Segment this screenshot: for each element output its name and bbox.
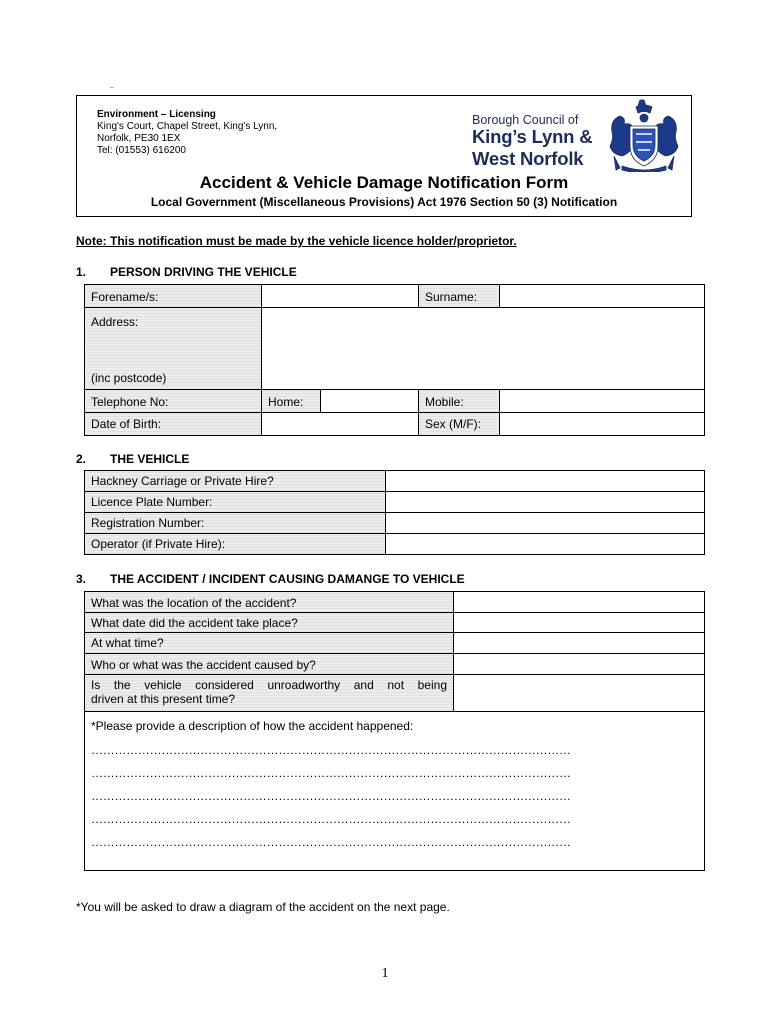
accident-location-text: What was the location of the accident?: [91, 596, 297, 610]
accident-cause-label: [84, 653, 454, 675]
registration-field[interactable]: [385, 512, 705, 534]
sex-field[interactable]: [499, 412, 705, 436]
licence-holder-note: Note: This notification must be made by the vehicle licence holder/proprietor.: [76, 234, 517, 248]
org-contact-info: [97, 109, 277, 157]
logo-line-2: West Norfolk: [472, 148, 584, 169]
sex-label: [418, 412, 500, 436]
operator-text: Operator (if Private Hire):: [91, 537, 226, 551]
logo-line-1: King’s Lynn &: [472, 126, 593, 147]
description-line-3[interactable]: ……………………………………………………………………………………………………………: [91, 789, 571, 803]
licence-plate-text: Licence Plate Number:: [91, 495, 213, 509]
address-line-1: King's Court, Chapel Street, King's Lynn,: [97, 121, 278, 132]
section-3-number: 3.: [76, 572, 87, 586]
accident-date-label: [84, 612, 454, 633]
accident-date-field[interactable]: [453, 612, 705, 633]
description-line-2[interactable]: ……………………………………………………………………………………………………………: [91, 766, 571, 780]
description-line-5[interactable]: ……………………………………………………………………………………………………………: [91, 835, 571, 849]
form-title: Accident & Vehicle Damage Notification Form: [199, 173, 569, 192]
accident-location-label: [84, 591, 454, 613]
logo-small-text: Borough Council of: [472, 113, 579, 127]
unroadworthy-label: [84, 674, 454, 712]
forename-field[interactable]: [261, 284, 419, 308]
surname-label-text: Surname:: [425, 290, 478, 304]
operator-field[interactable]: [385, 533, 705, 555]
surname-field[interactable]: [499, 284, 705, 308]
address-field[interactable]: [261, 307, 705, 390]
form-header: [76, 95, 692, 217]
operator-label: [84, 533, 386, 555]
registration-text: Registration Number:: [91, 516, 205, 530]
sex-label-text: Sex (M/F):: [425, 417, 481, 431]
mobile-label-text: Mobile:: [425, 395, 464, 409]
section-2-number: 2.: [76, 452, 87, 466]
hackney-or-private-field[interactable]: [385, 470, 705, 492]
accident-time-text: At what time?: [91, 636, 164, 650]
hackney-or-private-text: Hackney Carriage or Private Hire?: [91, 474, 274, 488]
telephone-label: [84, 389, 262, 413]
address-label-text: Address:: [91, 315, 139, 329]
page-number: 1: [381, 966, 389, 981]
home-phone-label-text: Home:: [268, 395, 304, 409]
section-2-title: THE VEHICLE: [110, 452, 190, 466]
registration-label: [84, 512, 386, 534]
section-1-number: 1.: [76, 265, 87, 279]
accident-time-field[interactable]: [453, 632, 705, 654]
dob-label-text: Date of Birth:: [91, 417, 162, 431]
description-line-1[interactable]: ……………………………………………………………………………………………………………: [91, 743, 571, 757]
telephone-label-text: Telephone No:: [91, 395, 169, 409]
coat-of-arms-icon: [608, 98, 680, 172]
unroadworthy-line-1: Is the vehicle considered unroadworthy and not being: [91, 678, 447, 692]
dob-field[interactable]: [261, 412, 419, 436]
department-name: Environment – Licensing: [97, 109, 216, 120]
unroadworthy-line-2: driven at this present time?: [91, 692, 236, 706]
home-phone-field[interactable]: [320, 389, 419, 413]
accident-cause-field[interactable]: [453, 653, 705, 675]
hackney-or-private-label: [84, 470, 386, 492]
accident-time-label: [84, 632, 454, 654]
home-phone-label: [261, 389, 321, 413]
council-logo: [472, 98, 682, 173]
section-1-title: PERSON DRIVING THE VEHICLE: [110, 265, 297, 279]
licence-plate-field[interactable]: [385, 491, 705, 513]
mobile-label: [418, 389, 500, 413]
unroadworthy-field[interactable]: [453, 674, 705, 712]
forename-label: [84, 284, 262, 308]
telephone-line: Tel: (01553) 616200: [97, 145, 186, 156]
address-line-2: Norfolk, PE30 1EX: [97, 133, 181, 144]
description-prompt: *Please provide a description of how the accident happened:: [91, 719, 414, 733]
description-line-4[interactable]: ……………………………………………………………………………………………………………: [91, 812, 571, 826]
accident-description-box[interactable]: [84, 711, 705, 871]
dob-label: [84, 412, 262, 436]
accident-cause-text: Who or what was the accident caused by?: [91, 658, 316, 672]
diagram-footnote: *You will be asked to draw a diagram of the accident on the next page.: [76, 900, 450, 914]
address-label: [84, 307, 262, 390]
page-mark: –: [110, 84, 114, 91]
section-3-title: THE ACCIDENT / INCIDENT CAUSING DAMANGE TO VEHICLE: [110, 572, 465, 586]
licence-plate-label: [84, 491, 386, 513]
accident-date-text: What date did the accident take place?: [91, 616, 298, 630]
postcode-label-text: (inc postcode): [91, 371, 167, 385]
surname-label: [418, 284, 500, 308]
accident-location-field[interactable]: [453, 591, 705, 613]
forename-label-text: Forename/s:: [91, 290, 159, 304]
mobile-field[interactable]: [499, 389, 705, 413]
form-subtitle: Local Government (Miscellaneous Provisions) Act 1976 Section 50 (3) Notification: [150, 195, 618, 209]
